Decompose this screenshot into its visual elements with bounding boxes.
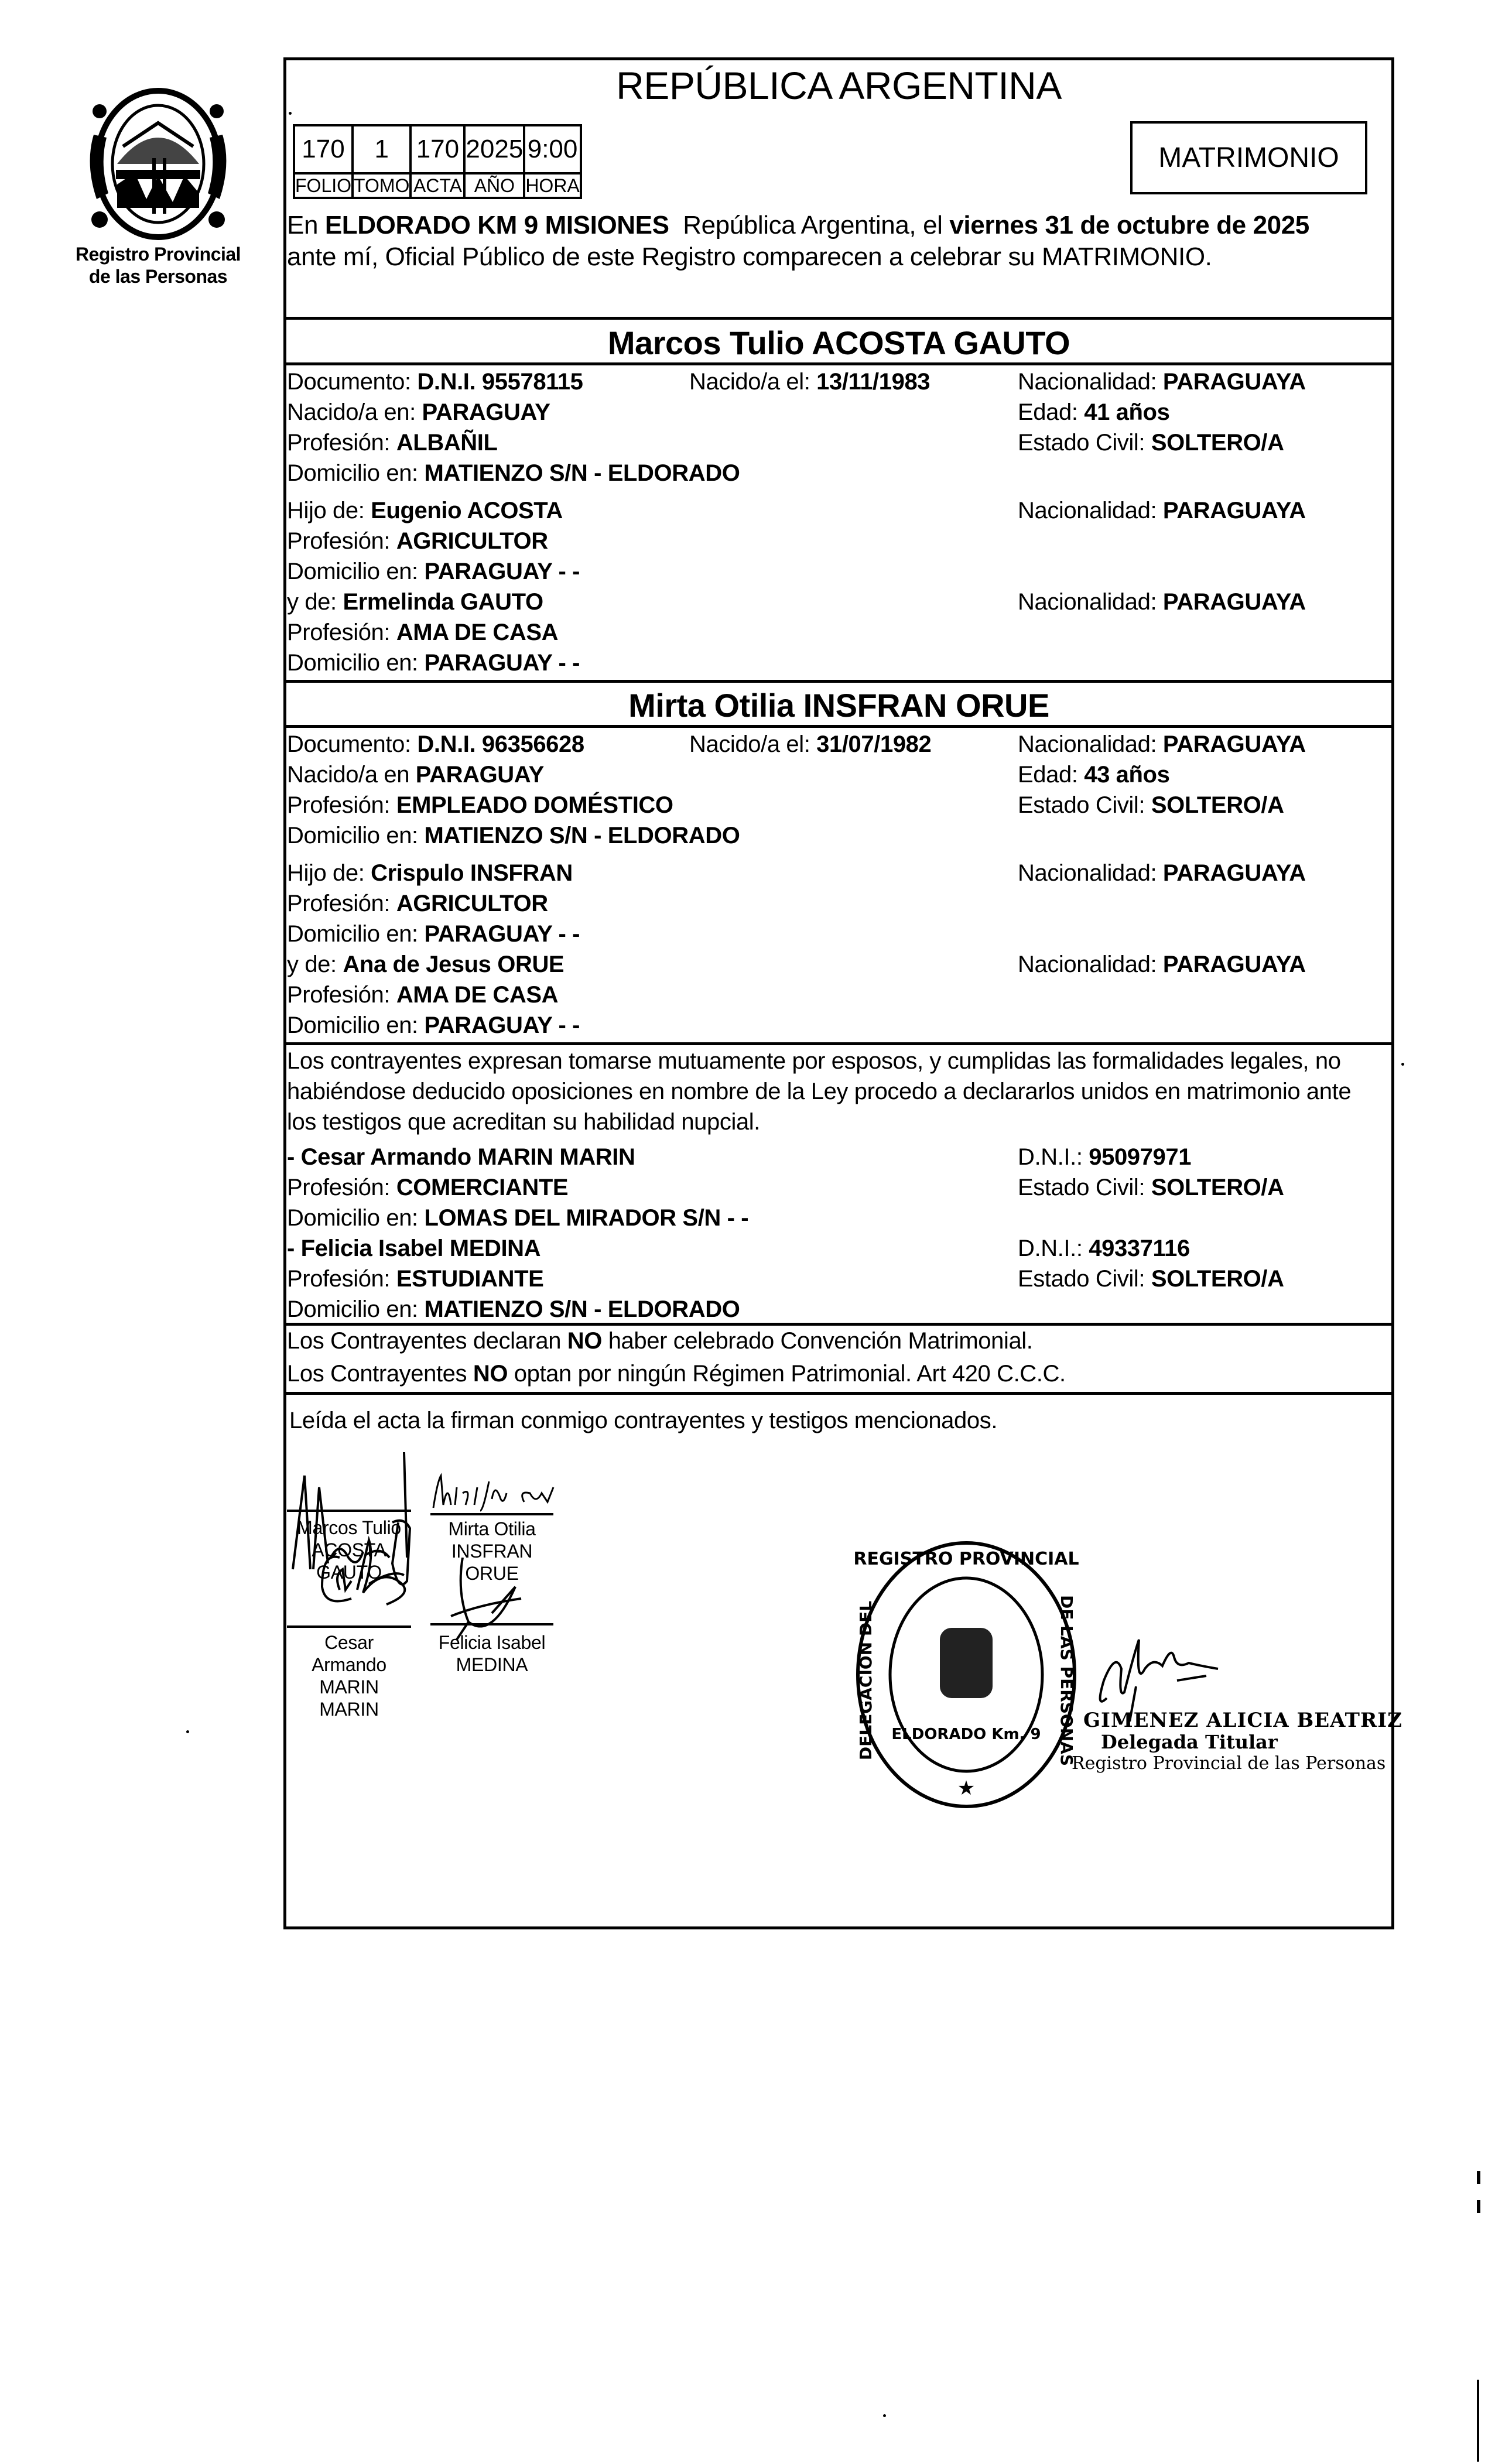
official-organization: Registro Provincial de las Personas	[1072, 1753, 1386, 1774]
registry-seal-stamp	[843, 1528, 1089, 1821]
groom-father-address: Domicilio en: PARAGUAY - -	[287, 559, 580, 584]
groom-signature-caption: Marcos Tulio ACOSTA GAUTO	[297, 1517, 401, 1583]
acta-value: 170	[410, 125, 464, 173]
bride-signature-caption: Mirta Otilia INSFRAN ORUE	[448, 1518, 536, 1584]
groom-document: Documento: D.N.I. 95578115	[287, 369, 583, 395]
official-title: Delegada Titular	[1101, 1731, 1278, 1753]
declaration-line3: los testigos que acreditan su habilidad nupcial.	[287, 1109, 761, 1135]
witness1-signature-line	[287, 1625, 411, 1628]
witness1-civil-status: Estado Civil: SOLTERO/A	[1018, 1175, 1284, 1200]
bride-signature-icon	[430, 1470, 559, 1517]
edge-mark	[1477, 2171, 1480, 2184]
witness2-signature-line	[430, 1623, 553, 1625]
bride-mother-profession: Profesión: AMA DE CASA	[287, 982, 559, 1008]
bride-father-address: Domicilio en: PARAGUAY - -	[287, 921, 580, 947]
groom-age: Edad: 41 años	[1018, 399, 1170, 425]
groom-profession: Profesión: ALBAÑIL	[287, 430, 498, 456]
witness2-signature-caption: Felicia Isabel MEDINA	[438, 1632, 546, 1675]
witness1-signature-caption: Cesar Armando MARIN MARIN	[312, 1632, 386, 1720]
scan-speck	[186, 1730, 189, 1733]
bride-address: Domicilio en: MATIENZO S/N - ELDORADO	[287, 823, 740, 848]
bride-birthplace: Nacido/a en PARAGUAY	[287, 762, 544, 788]
divider	[283, 680, 1394, 683]
tomo-label: TOMO	[353, 173, 410, 198]
intro-prefix: En	[287, 211, 325, 239]
intro-line2: ante mí, Oficial Público de este Registro comparecen a celebrar su MATRIMONIO.	[287, 242, 1212, 271]
divider	[283, 1392, 1394, 1395]
closing-statement: Leída el acta la firman conmigo contrayentes y testigos mencionados.	[289, 1408, 998, 1433]
folio-label: FOLIO	[294, 173, 353, 198]
groom-signature-line	[287, 1510, 411, 1512]
tomo-value: 1	[353, 125, 410, 173]
registry-caption-line1: Registro Provincial	[75, 244, 241, 265]
year-value: 2025	[464, 125, 524, 173]
svg-text:REGISTRO PROVINCIAL: REGISTRO PROVINCIAL	[853, 1549, 1079, 1569]
svg-text:DE LAS PERSONAS: DE LAS PERSONAS	[1057, 1595, 1076, 1766]
record-type-label: MATRIMONIO	[1158, 142, 1339, 173]
edge-mark	[1477, 2200, 1480, 2213]
svg-text:★: ★	[957, 1777, 976, 1800]
witness2-name: - Felicia Isabel MEDINA	[287, 1236, 541, 1261]
groom-father-name: Hijo de: Eugenio ACOSTA	[287, 498, 563, 523]
groom-mother-name: y de: Ermelinda GAUTO	[287, 589, 543, 615]
witness1-name: - Cesar Armando MARIN MARIN	[287, 1144, 635, 1170]
official-seal-icon	[843, 1528, 1089, 1821]
groom-father-nationality: Nacionalidad: PARAGUAYA	[1018, 498, 1306, 523]
witness1-profession: Profesión: COMERCIANTE	[287, 1175, 569, 1200]
declaration-line2: habiéndose deducido oposiciones en nombre de la Ley procedo a declararlos unidos en matrimonio ante	[287, 1079, 1352, 1104]
hour-value: 9:00	[524, 125, 580, 173]
witness1-signature-icon	[316, 1534, 422, 1610]
witness2-dni: D.N.I.: 49337116	[1018, 1236, 1190, 1261]
svg-text:DELEGACION DEL: DELEGACION DEL	[856, 1600, 875, 1761]
acta-label: ACTA	[410, 173, 464, 198]
registry-caption-line2: de las Personas	[88, 266, 228, 287]
witness2-profession: Profesión: ESTUDIANTE	[287, 1266, 544, 1292]
intro-middle: República Argentina, el	[669, 211, 950, 239]
bride-mother-address: Domicilio en: PARAGUAY - -	[287, 1012, 580, 1038]
registry-caption	[56, 243, 261, 288]
bride-document: Documento: D.N.I. 96356628	[287, 731, 584, 757]
groom-father-profession: Profesión: AGRICULTOR	[287, 528, 548, 554]
bride-father-profession: Profesión: AGRICULTOR	[287, 891, 548, 916]
folio-value: 170	[294, 125, 353, 173]
edge-line	[1477, 2380, 1479, 2462]
document-title: REPÚBLICA ARGENTINA	[616, 64, 1062, 107]
ceremony-date: viernes 31 de octubre de 2025	[949, 211, 1309, 239]
registry-info-table	[293, 124, 582, 199]
witness2-address: Domicilio en: MATIENZO S/N - ELDORADO	[287, 1296, 740, 1322]
groom-mother-address: Domicilio en: PARAGUAY - -	[287, 650, 580, 676]
official-name: GIMENEZ ALICIA BEATRIZ	[1083, 1709, 1402, 1732]
witness1-dni: D.N.I.: 95097971	[1018, 1144, 1192, 1170]
groom-birthdate: Nacido/a el: 13/11/1983	[689, 369, 930, 395]
groom-birthplace: Nacido/a en: PARAGUAY	[287, 399, 550, 425]
year-label: AÑO	[464, 173, 524, 198]
bride-mother-name: y de: Ana de Jesus ORUE	[287, 952, 565, 977]
groom-nationality: Nacionalidad: PARAGUAYA	[1018, 369, 1306, 395]
divider	[283, 725, 1394, 728]
hour-label: HORA	[524, 173, 580, 198]
convention-statement: Los Contrayentes declaran NO haber celebrado Convención Matrimonial.	[287, 1328, 1033, 1354]
bride-civil-status: Estado Civil: SOLTERO/A	[1018, 792, 1284, 818]
regime-statement: Los Contrayentes NO optan por ningún Régimen Patrimonial. Art 420 C.C.C.	[287, 1361, 1066, 1387]
record-type-box	[1130, 121, 1367, 194]
groom-mother-profession: Profesión: AMA DE CASA	[287, 620, 559, 645]
scan-speck	[883, 2414, 886, 2417]
witness2-signature-icon	[445, 1558, 545, 1640]
bride-full-name: Mirta Otilia INSFRAN ORUE	[628, 687, 1049, 724]
groom-mother-nationality: Nacionalidad: PARAGUAYA	[1018, 589, 1306, 615]
bride-age: Edad: 43 años	[1018, 762, 1170, 788]
scan-speck	[289, 112, 292, 115]
intro-line1	[287, 210, 1394, 241]
province-emblem-logo	[82, 88, 234, 240]
bride-mother-nationality: Nacionalidad: PARAGUAYA	[1018, 952, 1306, 977]
ceremony-place: ELDORADO KM 9 MISIONES	[324, 211, 669, 239]
misiones-coat-of-arms-icon	[82, 88, 234, 240]
svg-text:ELDORADO Km. 9: ELDORADO Km. 9	[891, 1726, 1041, 1743]
bride-father-nationality: Nacionalidad: PARAGUAYA	[1018, 860, 1306, 886]
official-signature-icon	[1089, 1622, 1236, 1722]
witness1-address: Domicilio en: LOMAS DEL MIRADOR S/N - -	[287, 1205, 749, 1231]
intro-paragraph	[287, 210, 1394, 273]
groom-full-name: Marcos Tulio ACOSTA GAUTO	[607, 324, 1070, 361]
bride-signature-line	[430, 1513, 553, 1515]
scan-speck	[1401, 1063, 1404, 1066]
divider	[283, 1042, 1394, 1045]
groom-address: Domicilio en: MATIENZO S/N - ELDORADO	[287, 460, 740, 486]
bride-birthdate: Nacido/a el: 31/07/1982	[689, 731, 932, 757]
groom-civil-status: Estado Civil: SOLTERO/A	[1018, 430, 1284, 456]
bride-profession: Profesión: EMPLEADO DOMÉSTICO	[287, 792, 673, 818]
bride-father-name: Hijo de: Crispulo INSFRAN	[287, 860, 573, 886]
divider	[283, 362, 1394, 365]
bride-nationality: Nacionalidad: PARAGUAYA	[1018, 731, 1306, 757]
divider	[283, 317, 1394, 320]
declaration-line1: Los contrayentes expresan tomarse mutuamente por esposos, y cumplidas las formalidades legales, no	[287, 1048, 1341, 1074]
witness2-civil-status: Estado Civil: SOLTERO/A	[1018, 1266, 1284, 1292]
